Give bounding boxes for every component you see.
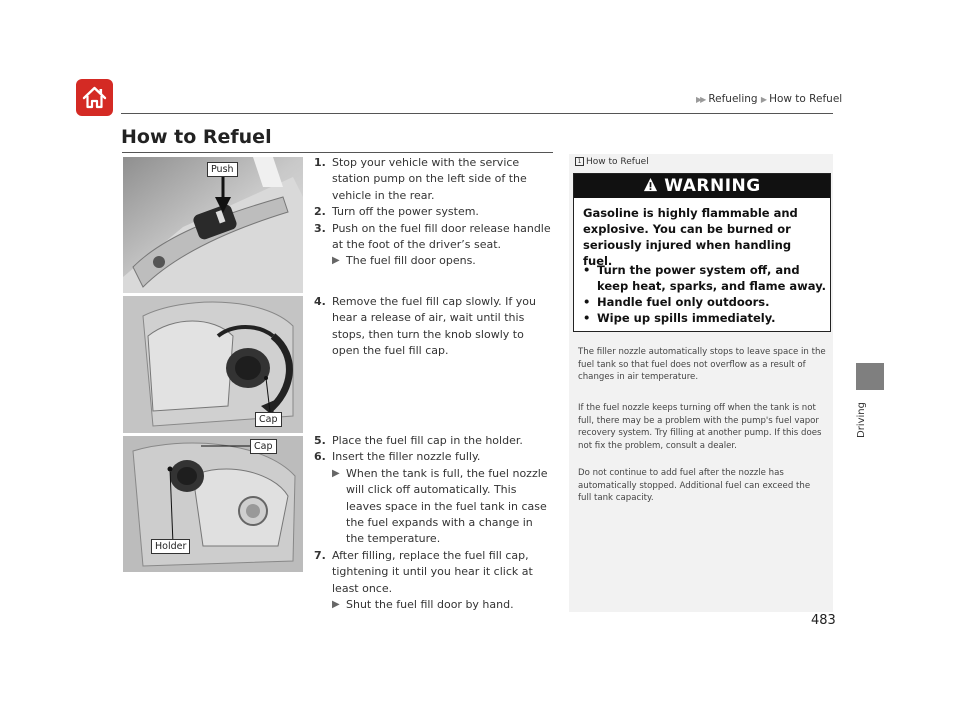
warning-bullet: • Wipe up spills immediately. [583, 310, 827, 326]
warning-header [574, 174, 830, 198]
release-handle-photo [123, 157, 303, 293]
cap-callout: Cap [250, 439, 277, 454]
step-text: Place the fuel fill cap in the holder. [332, 434, 523, 447]
remove-cap-photo [123, 296, 303, 433]
step-2 [314, 204, 554, 220]
warning-box [573, 173, 831, 332]
step-6 [314, 449, 554, 547]
step-1 [314, 155, 554, 204]
step-7 [314, 548, 554, 614]
step-result [332, 253, 554, 269]
note-paragraph: Do not continue to add fuel after the nozzle has automatically stopped. Additional fuel can exceed the full tank capacity. [578, 468, 811, 504]
step-text: Stop your vehicle with the service station pump on the left side of the vehicle in the rear. [332, 156, 527, 202]
page-title: How to Refuel [121, 126, 272, 148]
note-title-text: How to Refuel [586, 157, 649, 167]
warning-text: Gasoline is highly flammable and explosive. You can be burned or seriously injured when handling fuel. [583, 206, 798, 268]
result-arrow-icon: ▶ [332, 255, 340, 267]
breadcrumb-page: How to Refuel [769, 93, 843, 105]
steps-group-2 [314, 294, 554, 360]
note-marker-icon: 1 [575, 157, 584, 166]
step-number: 6. [314, 450, 326, 464]
step-number: 2. [314, 205, 326, 219]
chapter-tab[interactable] [856, 363, 884, 390]
step-result [332, 597, 554, 613]
warning-label: WARNING [664, 176, 761, 196]
steps-group-3 [314, 433, 554, 613]
header-divider [121, 113, 833, 114]
step-text: Turn off the power system. [332, 205, 479, 219]
step-text: After filling, replace the fuel fill cap, tightening it until you hear it click at least once. [332, 548, 533, 595]
step-result-text: When the tank is full, the fuel nozzle will click off automatically. This leaves space in the fuel tank in case the fuel expands with a change in the temperature. [346, 466, 548, 546]
cap-callout: Cap [255, 412, 282, 427]
step-result-text: Shut the fuel fill door by hand. [346, 598, 514, 612]
chapter-tab-label: Driving [856, 402, 867, 438]
note-title [575, 157, 649, 167]
step-number: 1. [314, 156, 326, 169]
note-paragraph: If the fuel nozzle keeps turning off when the tank is not full, there may be a problem with the pump's fuel vapor recovery system. Try filling at another pump. If this does not fix the problem, consult a dealer. [578, 403, 822, 451]
home-icon [81, 85, 108, 110]
step-result [332, 466, 554, 548]
step-text: Push on the fuel fill door release handle at the foot of the driver’s seat. [332, 221, 551, 252]
step-text: Remove the fuel fill cap slowly. If you hear a release of air, wait until this stops, then turn the knob slowly to open the fuel fill cap. [332, 295, 536, 358]
warning-list [583, 262, 827, 326]
step-number: 3. [314, 221, 326, 235]
step-4 [314, 294, 554, 360]
title-divider [122, 152, 553, 153]
breadcrumb-arrow-icon: ▶▶ [696, 95, 705, 104]
step-3 [314, 221, 554, 270]
breadcrumb [696, 93, 842, 105]
steps-group-1 [314, 155, 554, 270]
step-number: 7. [314, 548, 326, 562]
result-arrow-icon: ▶ [332, 467, 340, 479]
warning-bullet: • Turn the power system off, and keep heat, sparks, and flame away. [583, 262, 827, 294]
push-callout: Push [207, 162, 238, 177]
cap-in-holder-photo [123, 436, 303, 572]
breadcrumb-section[interactable]: Refueling [708, 93, 758, 105]
step-result-text: The fuel fill door opens. [346, 254, 476, 268]
step-number: 4. [314, 295, 326, 308]
warning-triangle-icon [643, 177, 658, 192]
page-number: 483 [811, 613, 836, 628]
note-paragraph: The filler nozzle automatically stops to leave space in the fuel tank so that fuel does not overflow as a result of changes in air temperature. [578, 347, 826, 383]
home-button[interactable] [76, 79, 113, 116]
step-number: 5. [314, 434, 326, 447]
holder-callout: Holder [151, 539, 190, 554]
warning-bullet: • Handle fuel only outdoors. [583, 294, 827, 310]
breadcrumb-arrow-icon: ▶ [760, 95, 766, 104]
step-text: Insert the filler nozzle fully. [332, 450, 481, 464]
result-arrow-icon: ▶ [332, 599, 340, 611]
step-5 [314, 433, 554, 449]
